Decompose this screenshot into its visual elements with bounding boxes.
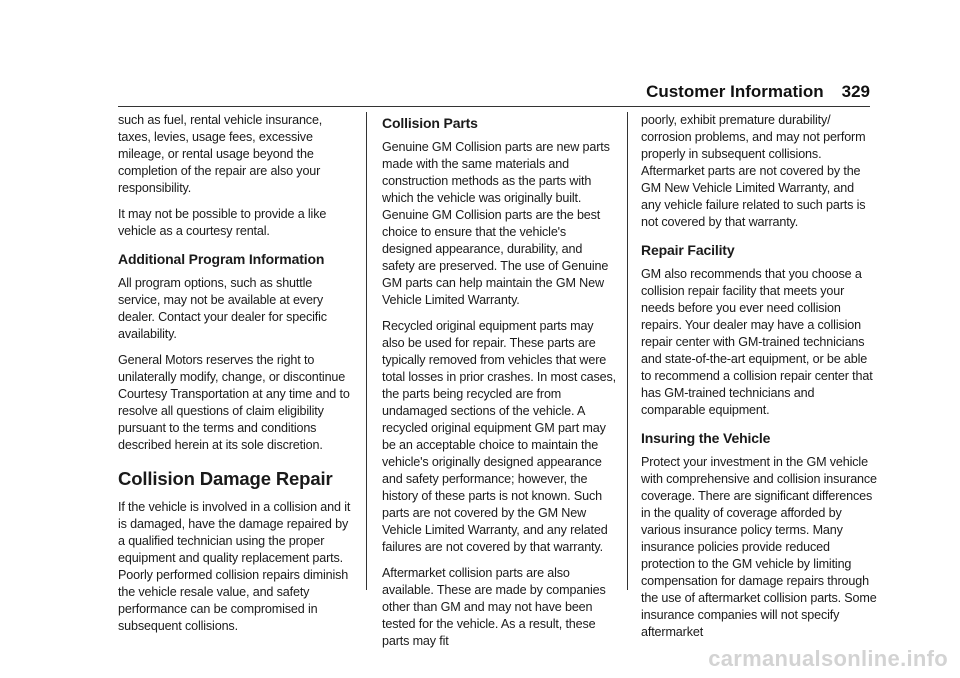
heading-additional-program-information: Additional Program Information xyxy=(118,251,325,267)
column-1 xyxy=(118,112,354,644)
column-divider xyxy=(366,112,367,590)
paragraph: such as fuel, rental vehicle insurance, taxes, levies, usage fees, excessive mileage, or rental usage beyond the completion of the repair are also your responsibility. xyxy=(118,113,323,195)
header-divider xyxy=(118,106,870,107)
heading-repair-facility: Repair Facility xyxy=(641,242,735,258)
paragraph: Genuine GM Collision parts are new parts made with the same materials and construction methods as the parts with which the vehicle was originally built. Genuine GM Collision parts are the best choice to ensure that the vehicle's designed appearance, durability, and safety are preserved. The use of Genuine GM parts can help maintain the GM New Vehicle Limited Warranty. xyxy=(382,140,610,307)
heading-collision-parts: Collision Parts xyxy=(382,115,478,131)
paragraph: poorly, exhibit premature durability/ corrosion problems, and may not perform properly in subsequent collisions. Aftermarket parts are not covered by the GM New Vehicle Limited Warranty, and any vehicle failure related to such parts is not covered by that warranty. xyxy=(641,113,866,229)
watermark: carmanualsonline.info xyxy=(708,646,948,671)
paragraph: All program options, such as shuttle service, may not be available at every dealer. Contact your dealer for specific availability. xyxy=(118,276,327,341)
paragraph: Recycled original equipment parts may also be used for repair. These parts are typically removed from vehicles that were total losses in prior crashes. In most cases, the parts being recycled are from undamaged sections of the vehicle. A recycled original equipment GM part may be an acceptable choice to maintain the vehicle's originally designed appearance and safety performance; however, the history of these parts is not known. Such parts are not covered by the GM New Vehicle Limited Warranty, and any related failures are not covered by that warranty. xyxy=(382,319,617,554)
column-2 xyxy=(382,112,618,659)
page-header xyxy=(646,82,870,102)
paragraph: General Motors reserves the right to unilaterally modify, change, or discontinue Courtesy Transportation at any time and to resolve all questions of claim eligibility pursuant to the terms and conditions described herein at its sole discretion. xyxy=(118,353,350,452)
paragraph: Protect your investment in the GM vehicle with comprehensive and collision insurance coverage. There are significant differences in the quality of coverage afforded by various insurance policy terms. Many insurance policies provide reduced protection to the GM vehicle by limiting compensation for damage repairs through the use of aftermarket collision parts. Some insurance companies will not specify aftermarket xyxy=(641,455,877,639)
heading-collision-damage-repair: Collision Damage Repair xyxy=(118,468,333,489)
paragraph: If the vehicle is involved in a collision and it is damaged, have the damage repaired by a qualified technician using the proper equipment and quality replacement parts. Poorly performed collision repairs diminish the vehicle resale value, and safety performance can be compromised in subsequent collisions. xyxy=(118,500,351,633)
page-number: 329 xyxy=(841,82,870,101)
paragraph: Aftermarket collision parts are also available. These are made by companies other than GM and may not have been tested for the vehicle. As a result, these parts may fit xyxy=(382,566,606,648)
column-3 xyxy=(641,112,877,650)
paragraph: It may not be possible to provide a like vehicle as a courtesy rental. xyxy=(118,207,327,238)
section-title: Customer Information xyxy=(646,82,824,101)
column-divider xyxy=(627,112,628,590)
heading-insuring-the-vehicle: Insuring the Vehicle xyxy=(641,430,771,446)
paragraph: GM also recommends that you choose a collision repair facility that meets your needs before you ever need collision repairs. Your dealer may have a collision repair center with GM-trained technicians and state-of-the-art equipment, or be able to recommend a collision repair center that has GM-trained technicians and comparable equipment. xyxy=(641,267,873,417)
